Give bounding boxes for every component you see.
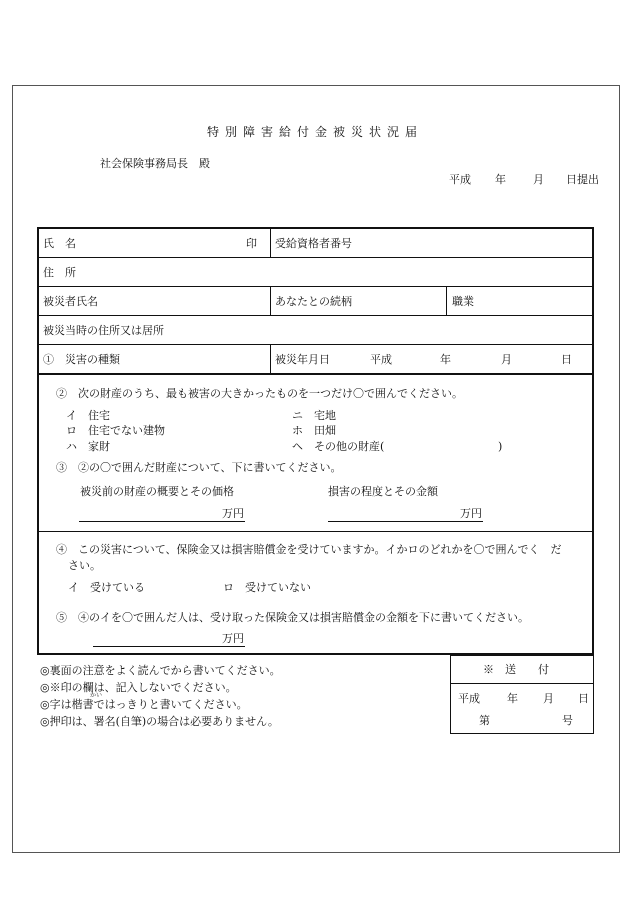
- recipient-number-field: 受給資格者番号: [275, 237, 352, 250]
- damage-amount-line: [328, 521, 483, 522]
- option-not-received: ロ 受けていない: [223, 581, 311, 594]
- receipt-year: 年: [507, 692, 518, 705]
- seal-mark: 印: [246, 237, 257, 250]
- date-submit: 日提出: [566, 173, 599, 186]
- note-seal: ◎押印は、署名(自筆)の場合は必要ありません。: [40, 715, 279, 728]
- receipt-month: 月: [543, 692, 554, 705]
- note-do-not-fill: ◎※印の欄は、記入しないでください。: [40, 681, 237, 694]
- option-non-house-building: ロ 住宅でない建物: [66, 424, 165, 437]
- note-block-letters: ◎字は楷書ではっきりと書いてください。: [40, 698, 248, 711]
- occupation-field: 職業: [452, 295, 474, 308]
- option-household-goods: ハ 家財: [66, 440, 110, 453]
- option-received: イ 受けている: [68, 581, 145, 594]
- date-month: 月: [533, 173, 544, 186]
- insurance-question-line1: ④ この災害について、保険金又は損害賠償金を受けていますか。イかロのどれかを〇で囲んでく だ: [56, 543, 562, 556]
- addressee: 社会保険事務局長 殿: [100, 157, 210, 170]
- insurance-amount-question: ⑤ ④のイを〇で囲んだ人は、受け取った保険金又は損害賠償金の金額を下に書いてください。: [56, 611, 529, 624]
- disaster-date-era: 平成: [370, 353, 392, 366]
- date-year: 年: [495, 173, 506, 186]
- insurance-amount-line: [93, 646, 245, 647]
- option-farmland: ホ 田畑: [292, 424, 336, 437]
- disaster-date-label: 被災年月日: [275, 353, 330, 366]
- note-read-back: ◎裏面の注意をよく読んでから書いてください。: [40, 664, 281, 677]
- victim-address-field: 被災当時の住所又は居所: [43, 324, 164, 337]
- victim-name-field: 被災者氏名: [43, 295, 98, 308]
- insurance-question-line2: さい。: [68, 559, 101, 572]
- date-era: 平成: [449, 173, 471, 186]
- property-question: ② 次の財産のうち、最も被害の大きかったものを一つだけ〇で囲んでください。: [56, 387, 463, 400]
- ruby-kai: かい: [90, 692, 103, 699]
- application-form: [37, 227, 594, 655]
- before-value-label: 被災前の財産の概要とその価格: [80, 485, 234, 498]
- damage-amount-label: 損害の程度とその金額: [328, 485, 438, 498]
- before-value-line: [79, 521, 245, 522]
- section3-question: ③ ②の〇で囲んだ財産について、下に書いてください。: [56, 461, 342, 474]
- receipt-day: 日: [578, 692, 589, 705]
- form-title: 特別障害給付金被災状況届: [206, 125, 423, 139]
- option-other-close-paren: ): [498, 440, 503, 453]
- insurance-amount-unit: 万円: [222, 632, 244, 645]
- name-field: 氏 名: [43, 237, 76, 250]
- receipt-number-prefix: 第: [479, 714, 490, 727]
- disaster-type-field: ① 災害の種類: [43, 353, 120, 366]
- relationship-field: あなたとの続柄: [275, 295, 352, 308]
- disaster-date-day: 日: [561, 353, 572, 366]
- damage-amount-unit: 万円: [460, 507, 482, 520]
- option-other-property: ヘ その他の財産(: [292, 440, 385, 453]
- option-land: ニ 宅地: [292, 409, 336, 422]
- disaster-date-year: 年: [440, 353, 451, 366]
- disaster-date-month: 月: [501, 353, 512, 366]
- option-house: イ 住宅: [66, 409, 110, 422]
- receipt-box: [450, 655, 594, 734]
- receipt-number-suffix: 号: [562, 714, 573, 727]
- address-field: 住 所: [43, 266, 76, 279]
- receipt-header: ※ 送 付: [483, 663, 549, 676]
- receipt-era: 平成: [458, 692, 480, 705]
- before-value-unit: 万円: [222, 507, 244, 520]
